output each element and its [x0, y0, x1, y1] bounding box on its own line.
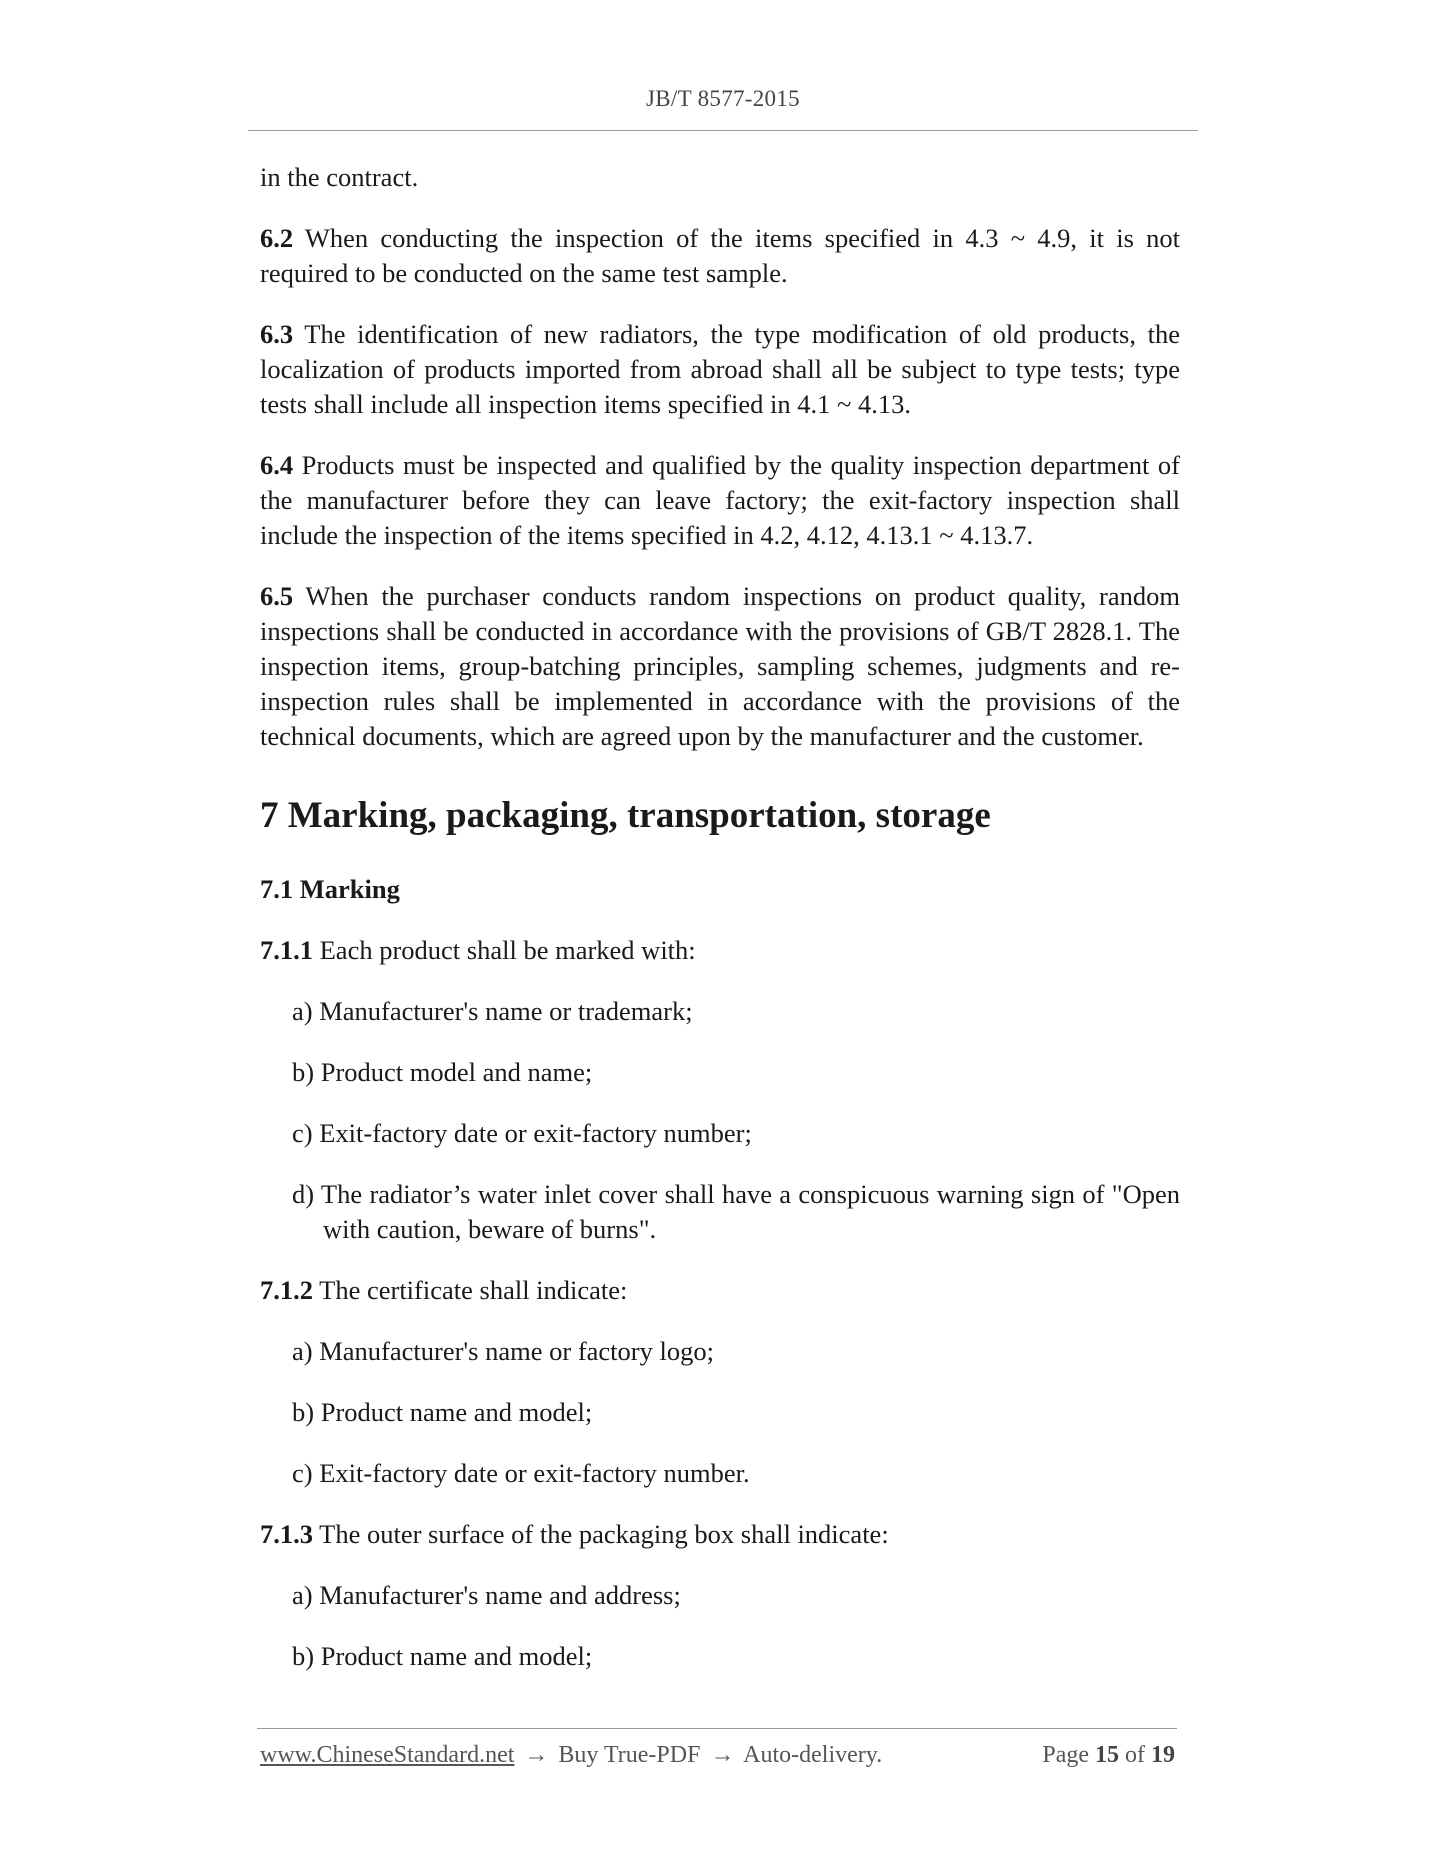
buy-true-pdf-text: Buy True-PDF	[558, 1742, 701, 1768]
clause-number: 7.1.2	[260, 1275, 313, 1305]
document-code-header: JB/T 8577-2015	[646, 86, 800, 111]
list-item: b) Product name and model;	[292, 1397, 593, 1427]
clause-number: 6.5	[260, 581, 294, 611]
clause-6-2	[260, 221, 1180, 291]
clause-number: 6.3	[260, 319, 294, 349]
clause-6-5	[260, 579, 1180, 754]
clause-6-3	[260, 317, 1180, 422]
page-label: Page	[1042, 1742, 1089, 1768]
section-7-1-heading: 7.1 Marking	[260, 874, 400, 904]
clause-text: When conducting the inspection of the items specified in 4.3 ~ 4.9, it is not required to be conducted on the same test sample.	[260, 223, 1180, 288]
header-divider	[248, 130, 1198, 131]
auto-delivery-text: Auto-delivery.	[743, 1742, 883, 1768]
clause-text: When the purchaser conducts random inspections on product quality, random inspections shall be conducted in accordance with the provisions of GB/T 2828.1. The inspection items, group-batching principles, sampling schemes, judgments and re-inspection rules shall be implemented in accordance with the provisions of the technical documents, which are agreed upon by the manufacturer and the customer.	[260, 581, 1180, 751]
clause-7-1-3	[260, 1517, 1180, 1552]
clause-7-1-1	[260, 933, 1180, 968]
clause-text: The certificate shall indicate:	[313, 1275, 628, 1305]
clause-number: 6.2	[260, 223, 294, 253]
page-current: 15	[1095, 1742, 1119, 1768]
page-body	[260, 160, 1180, 1674]
list-item: c) Exit-factory date or exit-factory number.	[292, 1458, 750, 1488]
clause-7-1-2	[260, 1273, 1180, 1308]
clause-text: Products must be inspected and qualified by the quality inspection department of the manufacturer before they can leave factory; the exit-factory inspection shall include the inspection of the items specified in 4.2, 4.12, 4.13.1 ~ 4.13.7.	[260, 450, 1180, 550]
page-of: of	[1125, 1742, 1145, 1768]
page-number	[1042, 1742, 1175, 1769]
page-total: 19	[1151, 1742, 1175, 1768]
list-item: a) Manufacturer's name and address;	[292, 1580, 681, 1610]
paragraph-continuation: in the contract.	[260, 162, 419, 192]
site-link[interactable]: www.ChineseStandard.net	[260, 1742, 515, 1768]
page-footer	[260, 1742, 1175, 1769]
list-item: d) The radiator’s water inlet cover shall have a conspicuous warning sign of "Open with caution, beware of burns".	[292, 1179, 1180, 1244]
section-7-heading: 7 Marking, packaging, transportation, storage	[260, 795, 991, 836]
clause-number: 7.1.1	[260, 935, 313, 965]
clause-text: The identification of new radiators, the type modification of old products, the localization of products imported from abroad shall all be subject to type tests; type tests shall include all inspection items specified in 4.1 ~ 4.13.	[260, 319, 1180, 419]
arrow-right-icon: →	[524, 1742, 549, 1768]
footer-promo	[260, 1742, 882, 1769]
list-item: c) Exit-factory date or exit-factory number;	[292, 1118, 752, 1148]
footer-divider	[257, 1728, 1177, 1729]
list-item: b) Product name and model;	[292, 1641, 593, 1671]
list-item: a) Manufacturer's name or factory logo;	[292, 1336, 714, 1366]
clause-text: Each product shall be marked with:	[313, 935, 696, 965]
clause-number: 6.4	[260, 450, 294, 480]
clause-number: 7.1.3	[260, 1519, 313, 1549]
list-item: a) Manufacturer's name or trademark;	[292, 996, 693, 1026]
clause-6-4	[260, 448, 1180, 553]
clause-text: The outer surface of the packaging box shall indicate:	[313, 1519, 889, 1549]
list-item: b) Product model and name;	[292, 1057, 593, 1087]
arrow-right-icon: →	[710, 1742, 735, 1768]
